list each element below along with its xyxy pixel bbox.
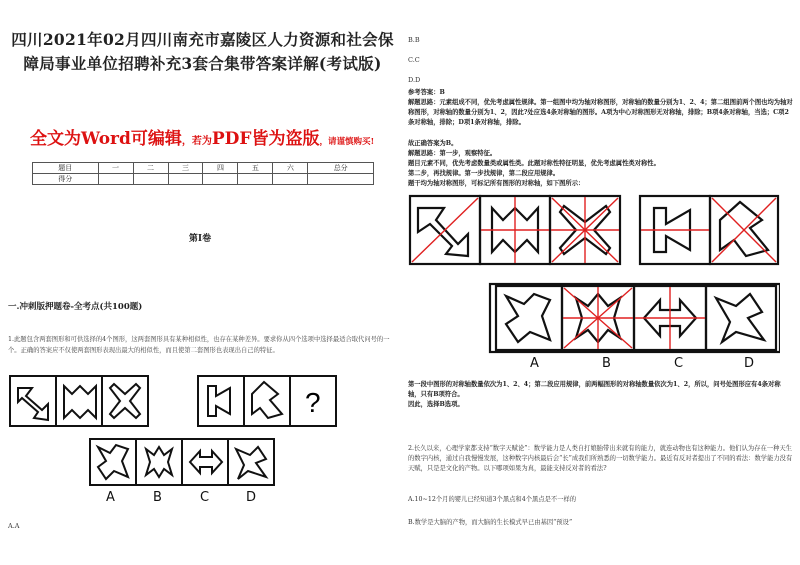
- symmetry-axes-figure-row: [408, 194, 780, 266]
- question-2-option-b: B.数学是大脑的产物，而大脑的生长模式早已由基因“预设”: [408, 519, 573, 526]
- score-cell: 得分: [33, 174, 99, 185]
- analysis-final: 因此，选择B选项。: [408, 401, 464, 408]
- question-mark: ?: [305, 387, 321, 418]
- analysis-option-label-b: B: [602, 356, 611, 371]
- analysis-step2-detail: 题干均为轴对称图形，可标记所有图形的对称轴，如下图所示：: [408, 180, 585, 187]
- question-1-text: 1.此题包含两套图形和可供选择的4个图形，这两套图形具有某种相似性，也存在某种差异。要求你从四个选项中选择最适合取代问号的一个。正确的答案应不仅使两套图形表现出最大的相似性，而且使第二套图形也表现出自己的特征。: [8, 336, 390, 354]
- question-1-options-row: [88, 437, 288, 489]
- question-2-text: 2.长久以来，心理学家都支持“数字天赋论”：数学能力是人类自打娘胎带出来就有的能力，就连动物也有这种能力。他们认为存在一种天生的数字内核，通过自我慢慢发展，这种数字内核最后会“长”成我们所熟悉的一切数学能力。最近有反对者提出了不同的看法：数学能力没有天赋，只是是文化的产物。以下哪项如果为真，最能支持反对者的看法?: [408, 445, 793, 472]
- score-table-score-row: [33, 174, 374, 185]
- score-table-header-row: [33, 163, 374, 174]
- right-column: [400, 0, 800, 565]
- answer-option-c: C.C: [408, 56, 420, 64]
- option-c-shape: [190, 451, 222, 473]
- analysis-step1: 解题思路：第一步，观察特征。: [408, 150, 497, 157]
- analysis-step2: 第二步，再找规律。第一步找规律，第二段应用规律。: [408, 170, 560, 177]
- section-heading: 一.冲刺版押题卷-全考点(共100题): [8, 302, 143, 312]
- banner-part4: ，请谨慎购买!: [319, 137, 375, 147]
- document-title: 四川2021年02月四川南充市嘉陵区人力资源和社会保障局事业单位招聘补充3套合集带答案详解(考试版): [11, 30, 394, 73]
- analysis-paragraph: 解题思路：元素组成不同，优先考虑属性规律。第一组图中均为轴对称图形，对称轴的数量分别为1、2、4；第二组图前两个图也均为轴对称图形，对称轴的数量分别为1、2，因此?处应选4条对称轴的图形。A项为中心对称图形无对称轴，排除；B项4条对称轴，当选；C项2条对称轴，排除；D项1条对称轴，排除。: [408, 99, 793, 126]
- figure-cross-shape: [110, 384, 140, 418]
- banner-part1: 全文为Word可编辑: [30, 129, 182, 149]
- score-table: [32, 162, 374, 185]
- option-label-b: B: [153, 490, 162, 505]
- banner-part2: ，若为: [181, 136, 212, 147]
- answer-option-a: A.A: [8, 522, 20, 530]
- analysis-result: 第一段中图形的对称轴数量依次为1、2、4；第二段应用规律，前两幅图形的对称轴数量依次为1、2，所以，问号处图形应有4条对称轴，只有B项符合。: [408, 381, 781, 398]
- score-cell: 一: [98, 163, 133, 174]
- question-2-option-a: A.10~12个月的婴儿已经知道3个黑点和4个黑点是不一样的: [408, 496, 577, 503]
- question-1-figures-row: [8, 374, 378, 432]
- score-cell: 总分: [308, 163, 374, 174]
- score-input-cell[interactable]: [273, 174, 308, 185]
- volume-heading: 第I卷: [188, 234, 212, 244]
- option-label-a: A: [106, 490, 115, 505]
- answer-option-b: B.B: [408, 36, 420, 44]
- figure-wing-shape: [720, 202, 768, 256]
- option-b-shape: [146, 447, 172, 477]
- analysis-option-label-c: C: [674, 356, 684, 371]
- analysis-conclusion: 故正确答案为B。: [408, 140, 458, 147]
- analysis-option-label-d: D: [744, 356, 755, 371]
- figure-frame: [198, 376, 244, 426]
- figure-castle-shape: [64, 386, 96, 418]
- score-input-cell[interactable]: [203, 174, 238, 185]
- score-input-cell[interactable]: [168, 174, 203, 185]
- score-cell: 二: [133, 163, 168, 174]
- analysis-option-label-a: A: [530, 356, 539, 371]
- figure-arrow-shape: [18, 388, 48, 420]
- score-input-cell[interactable]: [98, 174, 133, 185]
- score-input-cell[interactable]: [133, 174, 168, 185]
- option-a-shape: [506, 294, 550, 342]
- analysis-step1-detail: 题目元素不同，优先考虑数量类或属性类。此题对称性特征明显，优先考虑属性类对称性。: [408, 160, 660, 167]
- answer-option-d: D.D: [408, 76, 421, 84]
- score-cell: 六: [273, 163, 308, 174]
- symmetry-axes-options-row: [488, 282, 780, 354]
- figure-frame: [102, 376, 148, 426]
- score-input-cell[interactable]: [238, 174, 273, 185]
- banner-part3: PDF皆为盗版: [211, 129, 320, 149]
- copyright-banner: [30, 124, 390, 149]
- score-cell: 五: [238, 163, 273, 174]
- score-cell: 题目: [33, 163, 99, 174]
- score-cell: 四: [203, 163, 238, 174]
- option-d-shape: [716, 294, 764, 342]
- option-a-shape: [98, 445, 128, 479]
- reference-answer: 参考答案：B: [408, 89, 445, 96]
- option-label-c: C: [200, 490, 210, 505]
- option-d-shape: [236, 447, 266, 479]
- option-label-d: D: [246, 490, 257, 505]
- figure-k-shape: [208, 386, 230, 416]
- score-input-cell[interactable]: [308, 174, 374, 185]
- figure-wing-shape: [252, 382, 282, 418]
- score-cell: 三: [168, 163, 203, 174]
